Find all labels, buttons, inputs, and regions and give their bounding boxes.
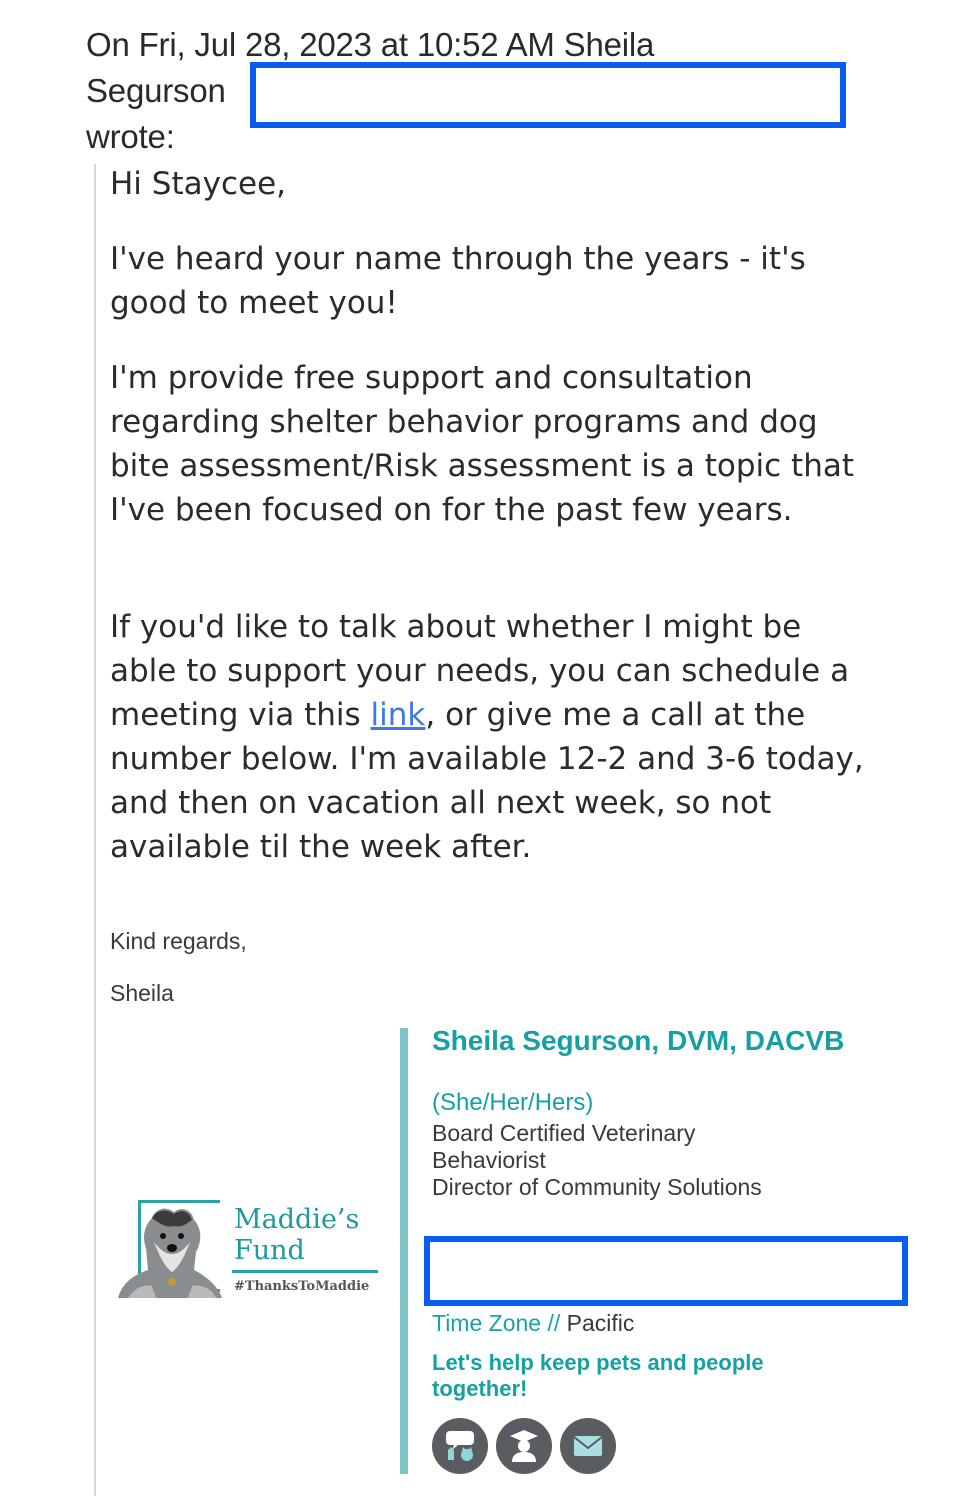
paragraph-2: I'm provide free support and consultation regarding shelter behavior programs and dog bite assessment/Risk assessment is a topic that I've been focused on for the past few years. [110, 360, 854, 528]
signature-timezone [432, 1310, 634, 1337]
timezone-value: Pacific [560, 1310, 635, 1336]
signature-pronouns: (She/Her/Hers) [432, 1089, 594, 1116]
paragraph-3 [110, 605, 870, 869]
signature-title [432, 1120, 892, 1201]
signature-slogan: Let's help keep pets and people together! [432, 1350, 764, 1401]
dog-logo-icon [108, 1198, 230, 1304]
signature-title-line-2: Behaviorist [432, 1147, 546, 1173]
sender-first-name: Sheila [110, 980, 174, 1006]
header-wrote-line: wrote: [86, 118, 175, 155]
pets-icon[interactable] [432, 1418, 488, 1474]
closing: Kind regards, [110, 928, 247, 954]
graduate-icon[interactable] [496, 1418, 552, 1474]
signature-title-line-1: Board Certified Veterinary [432, 1120, 696, 1146]
logo-title-line-1: Maddie’s [234, 1204, 360, 1235]
header-date-line: On Fri, Jul 28, 2023 at 10:52 AM Sheila [86, 26, 655, 63]
signature-bar [400, 1028, 408, 1474]
logo-divider [232, 1270, 378, 1273]
signature-title-line-3: Director of Community Solutions [432, 1174, 762, 1200]
paragraph-3-end: , or give me a call at the number below. I'm available 12-2 and 3-6 today, and then on vacation all next week, so not available til the week after. [110, 697, 864, 865]
logo-title [234, 1204, 359, 1266]
schedule-link[interactable]: link [370, 697, 426, 733]
redacted-contact-box [424, 1236, 908, 1306]
header-sender-line: Segurson [86, 72, 226, 109]
logo-hashtag: #ThanksToMaddie [234, 1279, 370, 1294]
signature-name: Sheila Segurson, DVM, DACVB [432, 1025, 845, 1056]
logo-title-line-2: Fund [234, 1235, 305, 1266]
redacted-email-box [250, 62, 846, 128]
signature-icons [432, 1418, 616, 1474]
greeting: Hi Staycee, [110, 166, 286, 202]
mail-icon[interactable] [560, 1418, 616, 1474]
quote-bar [94, 164, 96, 1496]
paragraph-3-start: If you'd like to talk about whether I might be able to support your needs, you can schedule a meeting via this [110, 609, 850, 733]
paragraph-1: I've heard your name through the years - it's good to meet you! [110, 241, 806, 321]
timezone-label: Time Zone // [432, 1310, 561, 1336]
